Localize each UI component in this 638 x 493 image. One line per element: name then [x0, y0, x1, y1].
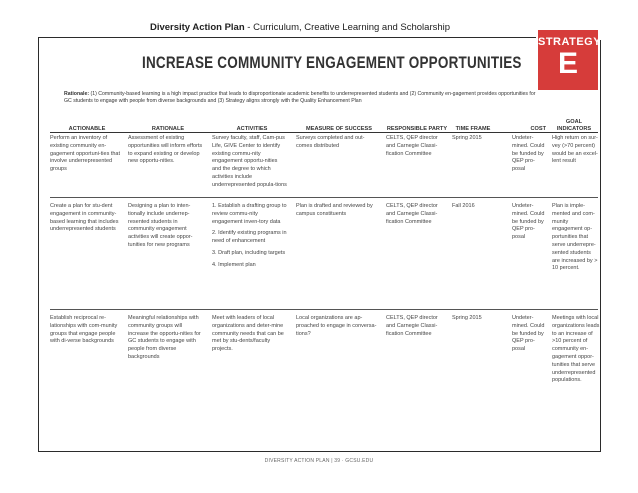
- strategy-badge-letter: E: [557, 47, 578, 80]
- rationale-label: Rationale:: [64, 91, 90, 97]
- header-actionable: ACTIONABLE: [68, 125, 106, 132]
- row-divider: [50, 309, 598, 310]
- header-timeframe: TIME FRAME: [455, 125, 491, 132]
- cell-measure: Local organizations are ap-proached to engage in conversa-tions?: [296, 315, 377, 337]
- cell-rationale: Meaningful relationships with community groups will increase the opportu-nities for GC students to engage with people from diverse backgrounds: [128, 315, 201, 360]
- cell-party: CELTS, QEP director and Carnegie Classi-fication Committee: [386, 203, 438, 225]
- cell-goal: High return on sur-vey (>70 percent) would be an excel-lent result: [552, 135, 598, 165]
- cell-measure: Plan is drafted and reviewed by campus constituents: [296, 203, 373, 217]
- header-goal: GOAL INDICATORS: [556, 119, 592, 132]
- cell-cost: Undeter-mined. Could be funded by QEP pro-posal: [512, 135, 545, 173]
- document-title: [0, 22, 600, 33]
- header-rationale: RATIONALE: [151, 125, 185, 132]
- cell-rationale: Assessment of existing opportunities will inform efforts to expand existing or develop new opportu-nities.: [128, 135, 203, 165]
- header-activities: ACTIVITIES: [236, 125, 268, 132]
- strategy-title: INCREASE COMMUNITY ENGAGEMENT OPPORTUNITIES: [142, 53, 522, 72]
- cell-actionable: Establish reciprocal re-lationships with com-munity groups that engage people with di-verse backgrounds: [50, 315, 118, 345]
- row-divider: [50, 197, 598, 198]
- document-title-subtitle: - Curriculum, Creative Learning and Scholarship: [244, 22, 451, 33]
- activity-item: 2. Identify existing programs in need of enhancement: [212, 230, 287, 245]
- strategy-badge: [538, 30, 602, 90]
- activity-item: 1. Establish a drafting group to review commu-nity engagement inven-tory data: [212, 203, 287, 225]
- cell-activities: [212, 315, 288, 354]
- document-title-bold: Diversity Action Plan: [149, 22, 245, 33]
- cell-goal: Plan is imple-mented and com-munity engagement op-portunities that serve underrepre-sented students are increased by > 10 percent.: [552, 203, 598, 272]
- cell-measure: Surveys completed and out-comes distributed: [296, 135, 365, 149]
- cell-timeframe: Spring 2015: [452, 315, 482, 321]
- strategy-badge-word: STRATEGY: [538, 36, 602, 48]
- activity-item: Meet with leaders of local organizations and deter-mine community needs that can be met by stu-dents/faculty projects.: [212, 315, 284, 353]
- cell-cost: Undeter-mined. Could be funded by QEP pro-posal: [512, 315, 545, 353]
- header-divider: [50, 132, 598, 133]
- cell-actionable: Perform an inventory of existing community en-gagement opportuni-ties that involve underrepresented groups: [50, 135, 121, 173]
- cell-timeframe: Spring 2015: [452, 135, 482, 141]
- cell-goal: Meetings with local organizations leads to an increase of >10 percent of community en-gagement oppor-tunities that serve underrepresented populations.: [552, 315, 600, 384]
- cell-party: CELTS, QEP director and Carnegie Classi-fication Committee: [386, 315, 438, 337]
- cell-cost: Undeter-mined. Could be funded by QEP pro-posal: [512, 203, 545, 241]
- cell-timeframe: Fall 2016: [452, 203, 475, 209]
- activity-item: Survey faculty, staff, Cam-pus Life, GIVE Center to identify existing commu-nity engagement opportu-nities and the degree to which activities include underrepresented popula-tions: [212, 135, 287, 188]
- activity-item: 4. Implement plan: [212, 261, 256, 268]
- rationale-text: (1) Community-based learning is a high impact practice that leads to disproportionate academic benefits to underrepresented students and (2) Community en-gagement provides opportunities for GC students to engage with people from diverse backgrounds and (3) Strategy aligns strongly with the Quality Enhancement Plan: [64, 91, 536, 104]
- table-header: [50, 112, 598, 132]
- header-cost: COST: [530, 125, 546, 132]
- header-party: RESPONSIBLE PARTY: [386, 125, 448, 132]
- page-footer: DIVERSITY ACTION PLAN | 39 · GCSU.EDU: [264, 458, 374, 464]
- cell-actionable: Create a plan for stu-dent engagement in community-based learning that includes underrepresented students: [50, 203, 119, 233]
- cell-party: CELTS, QEP director and Carnegie Classi-fication Committee: [386, 135, 438, 157]
- header-measure: MEASURE OF SUCCESS: [306, 125, 372, 132]
- rationale-paragraph: [64, 91, 539, 105]
- cell-rationale: Designing a plan to inten-tionally include underrep-resented students in community engagement activities will create oppor-tunities for new programs: [128, 203, 193, 248]
- activity-item: 3. Draft plan, including targets: [212, 249, 286, 256]
- cell-activities: [212, 135, 288, 190]
- cell-activities: [212, 203, 288, 270]
